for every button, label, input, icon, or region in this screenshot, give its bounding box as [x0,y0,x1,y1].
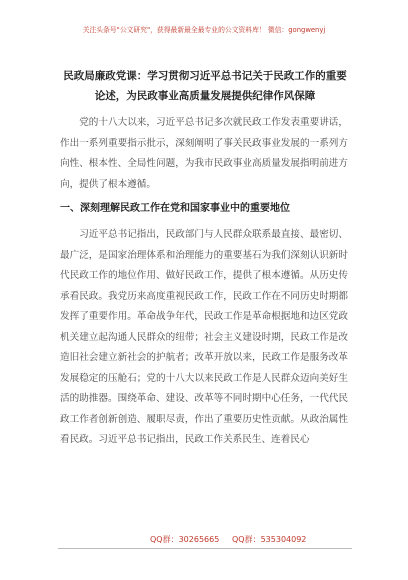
footer-qq-1: QQ群：30265665 [150,535,220,544]
intro-paragraph: 党的十八大以来，习近平总书记多次就民政工作发表重要讲话，作出一系列重要指示批示，深刻阐明了事关民政事业发展的一系列方向性、根本性、全局性问题，为我市民政事业高质量发展指明前进方向，提供了根本遵循。 [60,117,348,190]
footer-divider [58,548,352,549]
section-heading: 一、深刻理解民政工作在党和国家事业中的重要地位 [60,203,290,214]
document-title: 民政局廉政党课：学习贯彻习近平总书记关于民政工作的重要论述，为民政事业高质量发展提供纪律作风保障 [63,70,347,102]
footer-qq-2: QQ群：535304092 [232,535,307,544]
header-banner: 关注头条号"公文研究"，获得最新最全最专业的公文资料库！ 微信：gongwenyj [82,26,326,34]
body-paragraph: 习近平总书记指出，民政部门与人民群众联系最直接、最密切、最广泛，是国家治理体系和治理能力的重要基石为我们深刻认识新时代民政工作的地位作用、做好民政工作，提供了根本遵循。从历史传承看民政。我党历来高度重视民政工作，民政工作在不同历史时期都发挥了重要作用。革命战争年代，民政工作是革命根据地和边区党政机关建立起沟通人民群众的纽带；社会主义建设时期，民政工作是改造旧社会建立新社会的护航者；改革开放以来，民政工作是服务改革发展稳定的压舱石；党的十八大以来民政工作是人民群众迈向美好生活的助推器。围绕革命、建设、改革等不同时期中心任务，一代代民政工作者创新创造、履职尽责，作出了重要历史性贡献。从政治属性看民政。习近平总书记指出，民政工作关系民生、连着民心 [60,229,348,445]
